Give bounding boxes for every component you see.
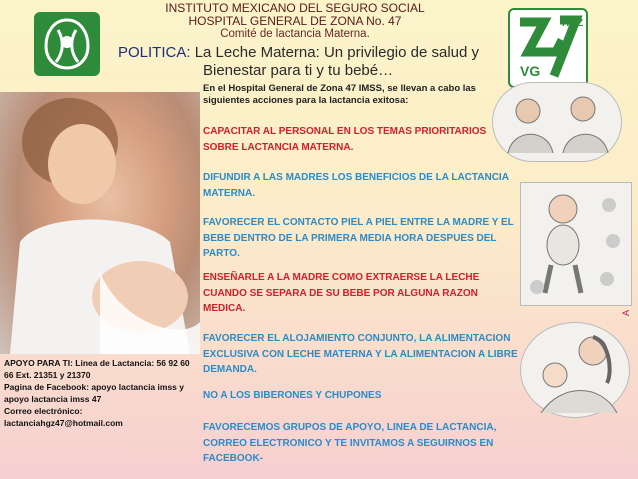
- hgz47-logo: [508, 8, 588, 88]
- mother-baby-image: [0, 92, 200, 354]
- institute-title: INSTITUTO MEXICANO DEL SEGURO SOCIAL: [165, 1, 425, 15]
- breastfeeding-photo: [0, 92, 200, 354]
- svg-text:VG: VG: [520, 63, 541, 79]
- policy-line-2: Bienestar para ti y tu bebé…: [203, 62, 394, 79]
- contact-info: [4, 357, 194, 429]
- mothers-drawing: [493, 83, 623, 163]
- action-skin-to-skin: FAVORECER EL CONTACTO PIEL A PIEL ENTRE LA MADRE Y EL BEBE DENTRO DE LA PRIMERA MEDIA HORA DESPUES DEL PARTO.: [203, 217, 514, 259]
- imss-logo-icon: [34, 12, 100, 76]
- hgz47-logo-icon: [510, 10, 586, 86]
- contact-line-facebook-2: apoyo lactancia imss 47: [4, 394, 102, 404]
- committee-title: Comité de lactancia Materna.: [220, 28, 370, 40]
- action-support-groups: FAVORECEMOS GRUPOS DE APOYO, LINEA DE LACTANCIA, CORREO ELECTRONICO Y TE INVITAMOS A SEGUIRNOS EN FACEBOOK-: [203, 422, 497, 464]
- policy-label: POLITICA:: [118, 44, 191, 61]
- contact-line-email-label: Correo electrónico:: [4, 406, 83, 416]
- action-train-staff: CAPACITAR AL PERSONAL EN LOS TEMAS PRIORITARIOS SOBRE LACTANCIA MATERNA.: [203, 126, 487, 153]
- action-rooming-in: FAVORECER EL ALOJAMIENTO CONJUNTO, LA ALIMENTACION EXCLUSIVA CON LECHE MATERNA Y LA ALIMENTACION A LIBRE DEMANDA.: [203, 333, 518, 375]
- contact-line-phone: APOYO PARA TI: Linea de Lactancia: 56 92 60: [4, 358, 190, 368]
- contact-line-facebook: Pagina de Facebook: apoyo lactancia imss y: [4, 382, 184, 392]
- hospital-title: HOSPITAL GENERAL DE ZONA No. 47: [188, 14, 402, 28]
- side-letter: A: [621, 309, 632, 317]
- intro-text: En el Hospital General de Zona 47 IMSS, se llevan a cabo las siguientes acciones para la lactancia exitosa:: [203, 83, 476, 106]
- action-spread-benefits: DIFUNDIR A LAS MADRES LOS BENEFICIOS DE LA LACTANCIA MATERNA.: [203, 172, 509, 199]
- contact-line-ext: 66 Ext. 21351 y 21370: [4, 370, 91, 380]
- svg-text:HGZ: HGZ: [562, 18, 584, 29]
- baby-growth-illustration: [520, 182, 632, 306]
- mother-child-drawing: [521, 323, 631, 419]
- policy-heading: [118, 44, 518, 80]
- imss-logo: [34, 12, 100, 76]
- contact-line-email[interactable]: lactanciahgz47@hotmail.com: [4, 418, 123, 428]
- policy-line-1: La Leche Materna: Un privilegio de salud y: [190, 44, 480, 61]
- action-no-bottles: NO A LOS BIBERONES Y CHUPONES: [203, 390, 382, 401]
- mother-child-illustration: [520, 322, 630, 418]
- action-milk-extraction: ENSEÑARLE A LA MADRE COMO EXTRAERSE LA LECHE CUANDO SE SEPARA DE SU BEBE POR ALGUNA RAZON MEDICA.: [203, 272, 480, 314]
- mothers-illustration: [492, 82, 622, 162]
- baby-drawing: [521, 183, 633, 307]
